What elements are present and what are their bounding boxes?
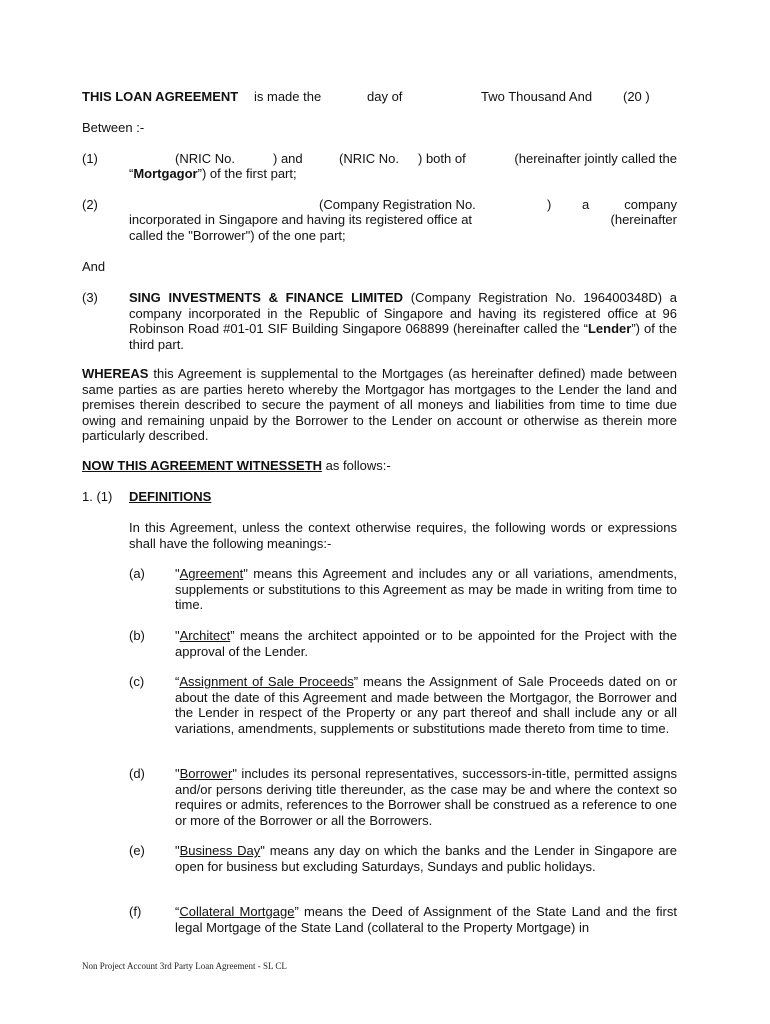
mortgagor-term: Mortgagor [133,166,198,181]
quote: “ [175,904,180,919]
definition-letter-b: (b) [129,628,145,643]
whereas-text: this Agreement is supplemental to the Mortgages (as hereinafter defined) made between same parties as are parties hereto whereby the Mortgagor has mortgages to the Lender the land and premises therein described to secure the payment of all moneys and liabilities from time to time due owing and remaining unpaid by the Borrower to the Lender on account or otherwise as therein more particularly described. [82,366,677,443]
mortgagor-open-quote: “ [129,166,134,181]
company-registration-label: (Company Registration No. [319,197,476,212]
company-word: company [624,197,677,212]
hereinafter-jointly-text: (hereinafter jointly called the [514,151,677,166]
quote: " [175,843,180,858]
definition-d [175,766,677,828]
made-the-text: is made the [254,89,322,104]
party-1-number: (1) [82,151,98,166]
definition-e [175,843,677,874]
party-1-line2 [129,166,297,182]
nric-2-label: (NRIC No. [339,151,399,166]
party-2-number: (2) [82,197,98,212]
quote: " [175,628,180,643]
term-borrower: Borrower [179,766,233,781]
party-3-text: (Company Registration No. 196400348D) a company incorporated in the Republic of Singapore and having its registered office at 96 Robinson Road #01-01 SIF Building Singapore 068899 (hereinafter called the “ [129,290,678,336]
party-2-line3: called the "Borrower") of the one part; [129,228,346,243]
article-a: a [582,197,590,212]
opening-line [82,89,682,105]
definition-a [175,566,677,613]
party-2-line1 [129,197,677,213]
lender-term: Lender [587,321,632,336]
nric-1-label: (NRIC No. [175,151,235,166]
definitions-intro: In this Agreement, unless the context otherwise requires, the following words or expressions shall have the following meanings:- [129,520,677,551]
definition-f-text: ” means the Deed of Assignment of the State Land and the first legal Mortgage of the State Land (collateral to the Property Mortgage) in [175,904,677,935]
definition-e-text: " means any day on which the banks and the Lender in Singapore are open for business but excluding Saturdays, Sundays and public holidays. [175,843,677,874]
definition-letter-f: (f) [129,904,142,919]
term-architect: Architect [179,628,231,643]
definition-b-text: ” means the architect appointed or to be appointed for the Project with the approval of the Lender. [175,628,677,659]
section-number: 1. (1) [82,489,113,504]
day-of-text: day of [367,89,403,104]
term-collateral-mortgage: Collateral Mortgage [179,904,295,919]
year-text: (20 ) [623,89,650,104]
definition-letter-d: (d) [129,766,145,781]
party-1-line1 [129,151,677,167]
witnesseth-text: as follows:- [322,458,391,473]
definition-c [175,674,677,736]
whereas-paragraph [82,366,677,444]
definition-letter-a: (a) [129,566,145,581]
and-text: ) and [273,151,303,166]
quote: " [175,766,180,781]
party-3-number: (3) [82,290,98,305]
definition-letter-c: (c) [129,674,145,689]
party-3-paragraph [129,290,677,352]
between-label: Between :- [82,120,145,135]
term-business-day: Business Day [179,843,261,858]
registered-office-text: incorporated in Singapore and having its registered office at [129,212,473,227]
witnesseth-heading: NOW THIS AGREEMENT WITNESSETH [82,458,323,473]
party-1-tail: ”) of the first part; [197,166,297,181]
definitions-heading: DEFINITIONS [129,489,212,504]
page-footer: Non Project Account 3rd Party Loan Agreement - SL CL [82,961,287,971]
witnesseth-line [82,458,391,474]
registration-close-paren: ) [547,197,552,212]
term-assignment-of-sale-proceeds: Assignment of Sale Proceeds [179,674,354,689]
definition-letter-e: (e) [129,843,145,858]
hereinafter-text: (hereinafter [610,212,677,227]
definition-b [175,628,677,659]
term-agreement: Agreement [179,566,244,581]
agreement-title: THIS LOAN AGREEMENT [82,89,239,104]
lender-company-name: SING INVESTMENTS & FINANCE LIMITED [129,290,404,305]
quote: “ [175,674,180,689]
party-3-tail: ”) of the third part. [129,321,678,352]
definition-d-text: " includes its personal representatives, successors-in-title, permitted assigns and/or persons deriving title thereunder, as the case may be and where the context so requires or admits, references to the Borrower shall be construed as a reference to one or more of the Borrower or all the Borrowers. [175,766,677,828]
party-2-line2 [129,212,677,228]
quote: " [175,566,180,581]
and-label: And [82,259,106,274]
both-of-text: ) both of [418,151,466,166]
definition-a-text: " means this Agreement and includes any or all variations, amendments, supplements or substitutions to this Agreement as may be made in writing from time to time. [175,566,677,612]
definition-c-text: ” means the Assignment of Sale Proceeds dated on or about the date of this Agreement and made between the Mortgagor, the Borrower and the Lender in respect of the Property or any part thereof and shall include any or all variations, amendments, supplements or substitutions made thereto from time to time. [175,674,677,736]
definition-f [175,904,677,935]
two-thousand-text: Two Thousand And [481,89,593,104]
whereas-keyword: WHEREAS [82,366,149,381]
